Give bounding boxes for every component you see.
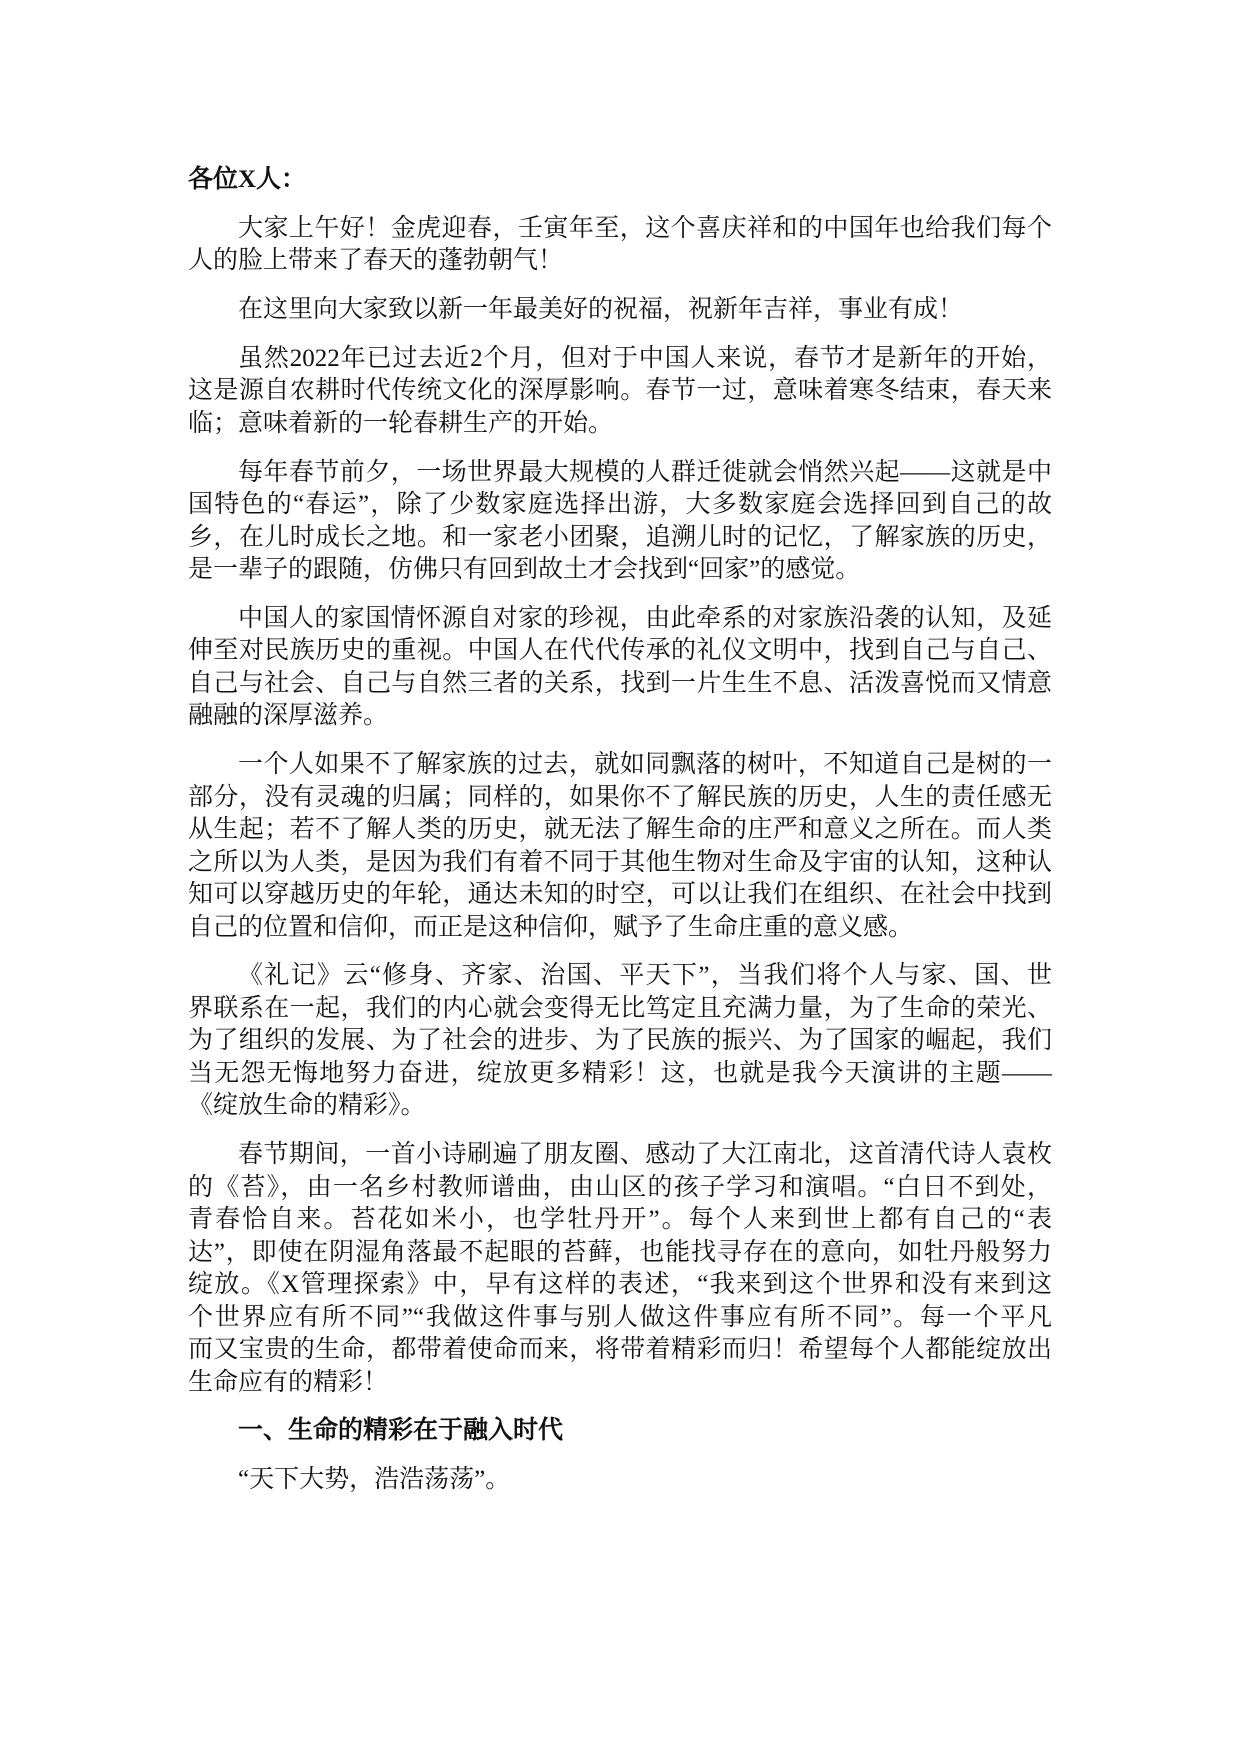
paragraph-line: 《绽放生命的精彩》。 xyxy=(188,1092,426,1120)
paragraph-line: 之所以为人类，是因为我们有着不同于其他生物对生命及宇宙的认知，这种认 xyxy=(188,848,1052,876)
greeting xyxy=(188,164,1052,197)
paragraph-line: 中国人的家国情怀源自对家的珍视，由此牵系的对家族沿袭的认知，及延 xyxy=(238,604,1052,632)
paragraph-line: 虽然2022年已过去近2个月，但对于中国人来说，春节才是新年的开始， xyxy=(238,344,1052,372)
paragraph-8 xyxy=(188,1139,1052,1399)
paragraph-6 xyxy=(188,749,1052,944)
greeting-line: 各位X人： xyxy=(188,166,307,193)
paragraph-line: 每年春节前夕，一场世界最大规模的人群迁徙就会悄然兴起——这就是中 xyxy=(238,458,1052,486)
paragraph-line: 国特色的“春运”，除了少数家庭选择出游，大多数家庭会选择回到自己的故 xyxy=(188,491,1052,518)
paragraph-line: 部分，没有灵魂的归属；同样的，如果你不了解民族的历史，人生的责任感无 xyxy=(188,783,1052,811)
paragraph-line: 大家上午好！金虎迎春，壬寅年至，这个喜庆祥和的中国年也给我们每个 xyxy=(238,214,1052,242)
paragraph-line: 乡，在儿时成长之地。和一家老小团聚，追溯儿时的记忆，了解家族的历史， xyxy=(188,523,1052,551)
paragraph-line: 知可以穿越历史的年轮，通达未知的时空，可以让我们在组织、在社会中找到 xyxy=(188,881,1052,908)
paragraph-line: 融融的深厚滋养。 xyxy=(188,702,389,730)
paragraph-line: 当无怨无悔地努力奋进，绽放更多精彩！这，也就是我今天演讲的主题—— xyxy=(188,1059,1052,1087)
paragraph-line: 一个人如果不了解家族的过去，就如同飘落的树叶，不知道自己是树的一 xyxy=(238,751,1052,778)
paragraph-line: “天下大势，浩浩荡荡”。 xyxy=(238,1466,511,1493)
document-body xyxy=(188,164,1052,1513)
section-heading xyxy=(188,1415,1052,1448)
paragraph-3 xyxy=(188,343,1052,441)
paragraph-line: 的《苔》，由一名乡村教师谱曲，由山区的孩子学习和演唱。“白日不到处， xyxy=(188,1173,1052,1201)
paragraph-line: 人的脸上带来了春天的蓬勃朝气！ xyxy=(188,247,564,275)
paragraph-line: 生命应有的精彩！ xyxy=(188,1368,389,1396)
paragraph-line: 从生起；若不了解人类的历史，就无法了解生命的庄严和意义之所在。而人类 xyxy=(188,816,1052,843)
paragraph-line: 自己与社会、自己与自然三者的关系，找到一片生生不息、活泼喜悦而又情意 xyxy=(188,669,1052,697)
paragraph-2 xyxy=(188,294,1052,327)
paragraph-line: 春节期间，一首小诗刷遍了朋友圈、感动了大江南北，这首清代诗人袁枚 xyxy=(238,1141,1052,1168)
paragraph-7 xyxy=(188,960,1052,1123)
closing-paragraph xyxy=(188,1464,1052,1497)
paragraph-line: 临；意味着新的一轮春耕生产的开始。 xyxy=(188,409,614,437)
paragraph-line: 达”，即使在阴湿角落最不起眼的苔藓，也能找寻存在的意向，如牡丹般努力 xyxy=(188,1238,1052,1266)
paragraph-line: 个世界应有所不同”“我做这件事与别人做这件事应有所不同”。每一个平凡 xyxy=(188,1303,1052,1331)
paragraph-5 xyxy=(188,603,1052,733)
paragraph-line: 是一辈子的跟随，仿佛只有回到故土才会找到“回家”的感觉。 xyxy=(188,556,861,583)
paragraph-4 xyxy=(188,457,1052,587)
paragraph-line: 界联系在一起，我们的内心就会变得无比笃定且充满力量，为了生命的荣光、 xyxy=(188,994,1052,1022)
paragraph-1 xyxy=(188,213,1052,278)
paragraph-line: 这是源自农耕时代传统文化的深厚影响。春节一过，意味着寒冬结束，春天来 xyxy=(188,377,1052,405)
section-heading-line: 一、生命的精彩在于融入时代 xyxy=(238,1417,564,1445)
paragraph-line: 《礼记》云“修身、齐家、治国、平天下”，当我们将个人与家、国、世 xyxy=(238,962,1052,990)
paragraph-line: 在这里向大家致以新一年最美好的祝福，祝新年吉祥，事业有成！ xyxy=(238,296,964,323)
paragraph-line: 绽放。《X管理探索》中，早有这样的表述，“我来到这个世界和没有来到这 xyxy=(188,1271,1052,1298)
paragraph-line: 为了组织的发展、为了社会的进步、为了民族的振兴、为了国家的崛起，我们 xyxy=(188,1027,1052,1055)
paragraph-line: 青春恰自来。苔花如米小，也学牡丹开”。每个人来到世上都有自己的“表 xyxy=(188,1206,1052,1233)
paragraph-line: 伸至对民族历史的重视。中国人在代代传承的礼仪文明中，找到自己与自己、 xyxy=(188,637,1052,665)
paragraph-line: 自己的位置和信仰，而正是这种信仰，赋予了生命庄重的意义感。 xyxy=(188,913,914,941)
paragraph-line: 而又宝贵的生命，都带着使命而来，将带着精彩而归！希望每个人都能绽放出 xyxy=(188,1336,1052,1363)
